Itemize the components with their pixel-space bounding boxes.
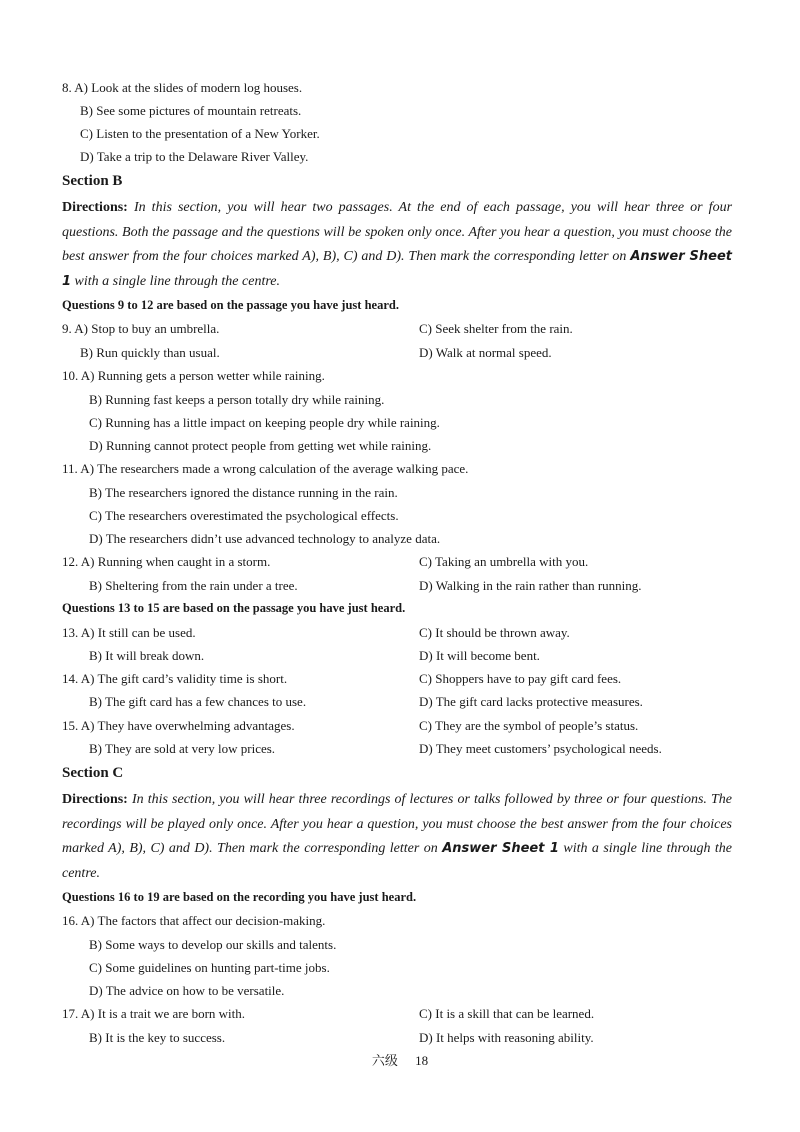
section-b-directions-text: In this section, you will hear two passages. At the end of each passage, you will hear three or four questions. Both the passage and the questions will be spoken only once. After you hear a question, you must choose the best answer from the four choices marked A), B), C) and D). Then mark the corresponding letter on (62, 200, 733, 264)
q10-option-c: C) Running has a little impact on keeping people dry while raining. (89, 415, 440, 430)
q13-option-b: B) It will break down. (89, 648, 205, 663)
q10-option-a: 10. A) Running gets a person wetter while raining. (62, 368, 325, 383)
section-c-answer-sheet: Answer Sheet 1 (442, 841, 559, 856)
page-footer (0, 1054, 800, 1067)
q13-option-c: C) It should be thrown away. (419, 625, 570, 640)
exam-level: 六级 (371, 1053, 398, 1068)
q8-option-d: D) Take a trip to the Delaware River Valley. (80, 149, 309, 164)
q13-option-d: D) It will become bent. (419, 648, 540, 663)
q12-option-b: B) Sheltering from the rain under a tree. (89, 578, 298, 593)
q17-option-c: C) It is a skill that can be learned. (419, 1006, 595, 1021)
q17-option-b: B) It is the key to success. (89, 1030, 226, 1045)
q12-option-d: D) Walking in the rain rather than running. (419, 578, 642, 593)
q8-option-c: C) Listen to the presentation of a New Yorker. (80, 126, 320, 141)
q9-option-a: 9. A) Stop to buy an umbrella. (62, 321, 220, 336)
section-b-directions (62, 196, 732, 294)
page-number: 18 (415, 1053, 429, 1068)
section-b-question-header-2: Questions 13 to 15 are based on the passage you have just heard. (62, 601, 406, 615)
q9-option-b: B) Run quickly than usual. (80, 345, 220, 360)
q10-option-d: D) Running cannot protect people from getting wet while raining. (89, 438, 432, 453)
section-c-directions-lead: Directions: (62, 792, 128, 807)
q14-option-a: 14. A) The gift card’s validity time is short. (62, 671, 288, 686)
section-c-directions-text: In this section, you will hear three recordings of lectures or talks followed by three or four questions. The recordings will be played only once. After you hear a question, you must choose the best answer from the four choices marked A), B), C) and D). Then mark the corresponding letter on (62, 792, 733, 856)
q15-option-d: D) They meet customers’ psychological needs. (419, 741, 662, 756)
q9-option-d: D) Walk at normal speed. (419, 345, 552, 360)
section-c-directions (62, 788, 732, 886)
section-c-question-header-1: Questions 16 to 19 are based on the recording you have just heard. (62, 890, 417, 904)
section-c-title: Section C (62, 765, 124, 781)
section-b-title: Section B (62, 173, 123, 189)
q11-option-a: 11. A) The researchers made a wrong calculation of the average walking pace. (62, 461, 469, 476)
section-b-directions-lead: Directions: (62, 200, 128, 215)
q11-option-d: D) The researchers didn’t use advanced technology to analyze data. (89, 531, 441, 546)
q8-option-a: 8. A) Look at the slides of modern log houses. (62, 80, 303, 95)
section-b-directions-end: with a single line through the centre. (71, 273, 280, 289)
q11-option-c: C) The researchers overestimated the psychological effects. (89, 508, 399, 523)
q8-option-b: B) See some pictures of mountain retreats. (80, 103, 302, 118)
q15-option-c: C) They are the symbol of people’s status. (419, 718, 639, 733)
q9-option-c: C) Seek shelter from the rain. (419, 321, 573, 336)
q15-option-b: B) They are sold at very low prices. (89, 741, 276, 756)
q14-option-d: D) The gift card lacks protective measures. (419, 694, 643, 709)
q12-option-a: 12. A) Running when caught in a storm. (62, 554, 271, 569)
q16-option-b: B) Some ways to develop our skills and talents. (89, 937, 337, 952)
section-b-question-header-1: Questions 9 to 12 are based on the passage you have just heard. (62, 298, 399, 312)
q16-option-c: C) Some guidelines on hunting part-time jobs. (89, 960, 330, 975)
q17-option-d: D) It helps with reasoning ability. (419, 1030, 594, 1045)
q17-option-a: 17. A) It is a trait we are born with. (62, 1006, 246, 1021)
q15-option-a: 15. A) They have overwhelming advantages. (62, 718, 295, 733)
q12-option-c: C) Taking an umbrella with you. (419, 554, 589, 569)
q10-option-b: B) Running fast keeps a person totally dry while raining. (89, 392, 385, 407)
q14-option-c: C) Shoppers have to pay gift card fees. (419, 671, 622, 686)
q16-option-a: 16. A) The factors that affect our decision-making. (62, 913, 326, 928)
q14-option-b: B) The gift card has a few chances to use. (89, 694, 307, 709)
q16-option-d: D) The advice on how to be versatile. (89, 983, 285, 998)
q11-option-b: B) The researchers ignored the distance running in the rain. (89, 485, 398, 500)
section-c-directions-end: with a single line through the centre. (62, 841, 733, 881)
q13-option-a: 13. A) It still can be used. (62, 625, 196, 640)
section-b-answer-sheet: Answer Sheet 1 (62, 249, 732, 289)
